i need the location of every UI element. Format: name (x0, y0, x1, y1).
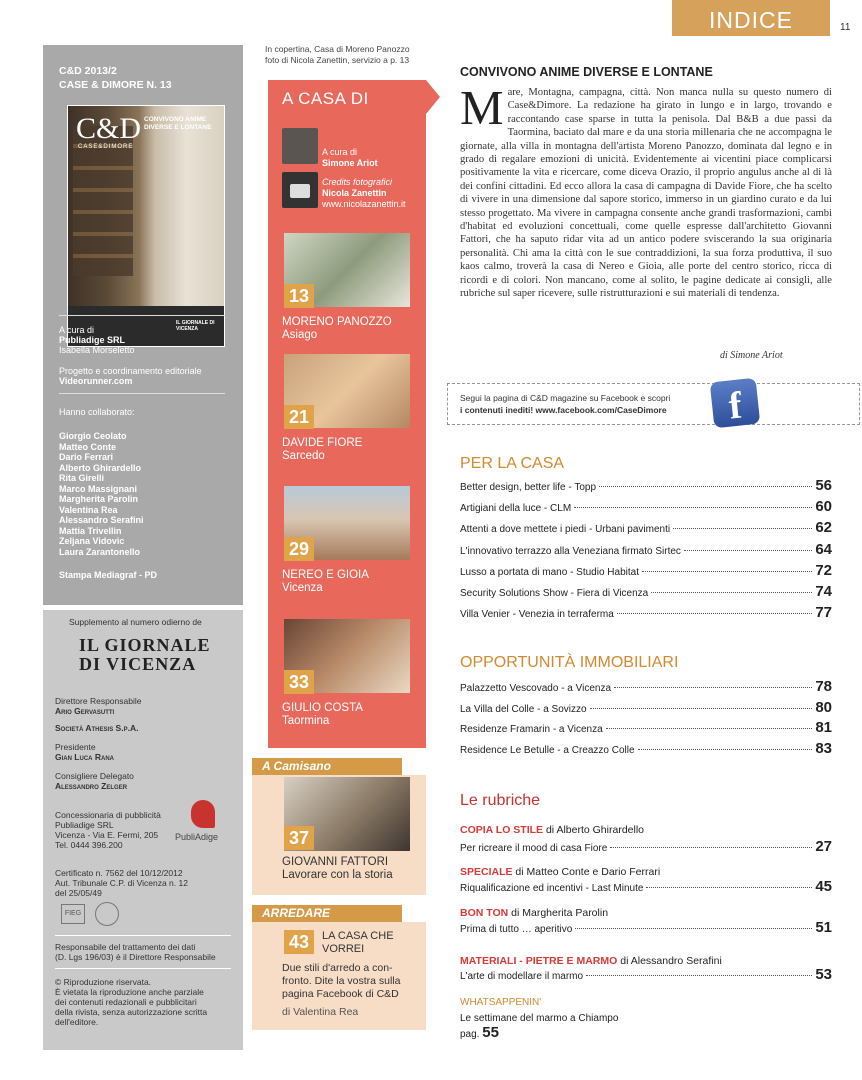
editorial-body: are, Montagna, campagna, città. Non manca nulla su questo numero di Case&Dimore. La redazione ha girato in lungo e in largo, trovando e raccontando case sparse in tutta la penisola. Dal B&B a due passi da Taormina, baciato dal mare e da una storia millenaria che ne accompagna le giornate, alla villa in montagna dell'artista Moreno Panozzo, dominata dal legno e in grado di regalare emozioni di unicità. Evidentemente ai vicentini piace complicarsi positivamente la vita e ricercare, come diceva Orazio, il proprio angulus anche al di là dei confini cittadini. Ed ecco allora la casa di campagna di Davide Fiore, che ha scelto di vivere in una dimensione dal sapore storico, immerso in un giardino curato e da lui stesso progettato. Ma vivere in campagna consente anche grandi trasformazioni, cambi d'habitat ed evoluzioni concettuali, come quelle espresse dall'architetto Giovanni Fattori, che ha saputo ridar vita ad un antico podere sviscerando la sua originaria personalità. Chi ama la città con le sue contraddizioni, la sua forza produttiva, il suo kaos calmo, troverà la casa di Nereo e Gioia, alle porte del centro storico, ricca di ricordi e di colori. Non mancano, come al solito, le pagine dedicate ai consigli, alle rubriche sul saper ricevere, sulle ristrutturazioni e sui materiali di tendenza. (460, 87, 832, 300)
collaborators-list (59, 431, 144, 557)
facebook-link[interactable]: i contenuti inediti! www.facebook.com/CaseDimore (460, 405, 667, 415)
supplemento: Supplemento al numero odierno de (69, 617, 202, 627)
toc-row[interactable]: L'innovativo terrazzo alla Veneziana firmato Sirtec 64 (460, 541, 832, 558)
drop-cap: M (460, 80, 504, 135)
collaborator: Rita Girelli (59, 473, 105, 483)
story-nereo-gioia[interactable]: NEREO E GIOIA Vicenza (282, 569, 369, 594)
rubric-head: SPECIALE di Matteo Conte e Dario Ferrari (460, 866, 661, 878)
arredare-title[interactable]: LA CASA CHE VORREI (322, 930, 394, 955)
responsabile-1: Responsabile del trattamento dei dati (55, 942, 196, 952)
editorial-text (460, 80, 832, 301)
story-fattori[interactable]: GIOVANNI FATTORI Lavorare con la storia (282, 856, 393, 881)
story-number: 13 (284, 284, 314, 308)
story-panozzo[interactable]: MORENO PANOZZO Asiago (282, 316, 392, 341)
toc-row[interactable]: Riqualificazione ed incentivi - Last Minute 45 (460, 878, 832, 895)
collaborator: Giorgio Ceolato (59, 431, 127, 441)
stampa: Stampa Mediagraf - PD (59, 570, 158, 580)
toc-row[interactable]: Residence Le Betulle - a Creazzo Colle 83 (460, 740, 832, 757)
cover-headline: CONVIVONO ANIME DIVERSE E LONTANE (144, 116, 212, 131)
story-number: 21 (284, 405, 314, 429)
cover-caption: In copertina, Casa di Moreno Panozzo foto di Nicola Zanettin, servizio a p. 13 (265, 44, 410, 65)
story-number: 43 (284, 930, 314, 954)
publisher-panel (43, 610, 243, 1050)
toc-row[interactable]: Better design, better life - Topp 56 (460, 477, 832, 494)
toc-row[interactable]: L'arte di modellare il marmo 53 (460, 966, 832, 983)
whatsappenin-page[interactable]: pag. 55 (460, 1024, 499, 1041)
rubric-head: MATERIALI - PIETRE E MARMO di Alessandro Serafini (460, 955, 722, 967)
concessionaria-2: Publiadige SRL (55, 820, 114, 830)
toc-row[interactable]: Palazzetto Vescovado - a Vicenza 78 (460, 678, 832, 695)
ads-seal-icon (95, 902, 119, 926)
toc-row[interactable]: Artigiani della luce - CLM 60 (460, 498, 832, 515)
direttore: Ario Gervasutti (55, 706, 115, 716)
photo-credit: Credits fotografici Nicola Zanettin www.nicolazanettin.it (322, 177, 406, 209)
fieg-logo: FIEG (61, 904, 85, 924)
giornale-title-2: DI VICENZA (79, 654, 197, 674)
rubric-head: BON TON di Margherita Parolin (460, 907, 609, 919)
collaborator: Valentina Rea (59, 504, 118, 515)
toc-row[interactable]: Villa Venier - Venezia in terraferma 77 (460, 604, 832, 621)
presidente-label: Presidente (55, 742, 96, 752)
arredare-header: ARREDARE (252, 905, 402, 922)
collaborator: Marco Massignani (59, 483, 138, 494)
section-title-per-la-casa: PER LA CASA (460, 455, 565, 472)
section-title-a-casa-di: A CASA DI (282, 89, 369, 108)
toc-row[interactable]: La Villa del Colle - a Sovizzo 80 (460, 699, 832, 716)
collaborator: Matteo Conte (59, 441, 116, 452)
editorial-signature: di Simone Ariot (720, 350, 783, 361)
concessionaria-3: Vicenza - Via E. Fermi, 205 (55, 830, 159, 840)
toc-row[interactable]: Lusso a portata di mano - Studio Habitat 72 (460, 562, 832, 579)
editorial-title: CONVIVONO ANIME DIVERSE E LONTANE (460, 65, 713, 79)
whatsappenin-label[interactable]: Le settimane del marmo a Chiampo (460, 1013, 619, 1024)
camera-icon (282, 172, 318, 208)
certificato-1: Certificato n. 7562 del 10/12/2012 (55, 868, 183, 878)
riproduzione-2: È vietata la riproduzione anche parziale (55, 987, 204, 997)
section-title-rubriche: Le rubriche (460, 792, 541, 809)
acura-label: A cura di (59, 325, 95, 335)
collaborator: Dario Ferrari (59, 452, 114, 462)
author-credit: A cura di Simone Ariot (322, 147, 378, 168)
riproduzione-4: della rivista, senza autorizzazione scritta (55, 1007, 208, 1017)
cover-footer: IL GIORNALE DI VICENZA (176, 320, 215, 332)
arredare-text: Due stili d'arredo a con- fronto. Dite la vostra sulla pagina Facebook di C&D (282, 962, 401, 1000)
progetto-label: Progetto e coordinamento editoriale (59, 366, 202, 376)
issue-line-1: C&D 2013/2 (59, 65, 117, 77)
facebook-icon[interactable]: f (710, 378, 761, 429)
giornale-title-1: IL GIORNALE (79, 635, 211, 655)
riproduzione-1: © Riproduzione riservata. (55, 977, 152, 987)
toc-row[interactable]: Security Solutions Show - Fiera di Vicenza 74 (460, 583, 832, 600)
rubric-head-whatsappenin: WHATSAPPENIN' (460, 997, 542, 1008)
acura-company: Publiadige SRL (59, 335, 126, 345)
story-fiore[interactable]: DAVIDE FIORE Sarcedo (282, 437, 363, 462)
consigliere-label: Consigliere Delegato (55, 771, 134, 781)
societa: Società Athesis S.p.A. (55, 723, 139, 733)
cover-brand: CASE&DIMORE (78, 144, 134, 150)
section-title-opportunita: OPPORTUNITÀ IMMOBILIARI (460, 654, 679, 671)
collaborator: Alberto Ghirardello (59, 462, 142, 473)
arrow-right-icon (426, 80, 440, 114)
facebook-text: Segui la pagina di C&D magazine su Facebook e scopri i contenuti inediti! www.facebook.com/CaseDimore (460, 393, 671, 415)
collaborators-label: Hanno collaborato: (59, 407, 135, 417)
collaborator: Laura Zarantonello (59, 546, 141, 557)
riproduzione-3: dei contenuti redazionali e pubblicitari (55, 997, 197, 1007)
toc-row[interactable]: Residenze Framarin - a Vicenza 81 (460, 719, 832, 736)
collaborator: Mattia Trivellin (59, 525, 122, 536)
concessionaria-1: Concessionaria di pubblicità (55, 810, 161, 820)
concessionaria-4: Tel. 0444 396.200 (55, 840, 123, 850)
consigliere: Alessandro Zelger (55, 781, 128, 791)
toc-row[interactable]: Prima di tutto … aperitivo 51 (460, 919, 832, 936)
certificato-2: Aut. Tribunale C.P. di Vicenza n. 12 (55, 878, 188, 888)
story-number: 37 (284, 826, 314, 850)
collaborator: Margherita Parolin (59, 494, 139, 504)
responsabile-2: (D. Lgs 196/03) è il Direttore Responsabile (55, 952, 216, 962)
publiadige-logo: PubliAdige (175, 800, 235, 850)
story-number: 33 (284, 670, 314, 694)
cover-thumbnail[interactable] (67, 105, 225, 347)
progetto-value: Videorunner.com (59, 376, 133, 386)
toc-row[interactable]: Attenti a dove mettete i piedi - Urbani pavimenti 62 (460, 519, 832, 536)
presidente: Gian Luca Rana (55, 752, 114, 762)
toc-row[interactable]: Per ricreare il mood di casa Fiore 27 (460, 838, 832, 855)
cover-logo: C&D (76, 112, 142, 145)
arredare-author: di Valentina Rea (282, 1006, 359, 1018)
collaborator: Alessandro Serafini (59, 515, 144, 525)
section-tab-indice: INDICE (672, 0, 830, 36)
page-number: 11 (840, 22, 851, 33)
rubric-head: COPIA LO STILE di Alberto Ghirardello (460, 824, 645, 836)
credits-panel (43, 45, 243, 605)
camisano-header: A Camisano (252, 758, 402, 775)
story-number: 29 (284, 537, 314, 561)
riproduzione-5: dell'editore. (55, 1017, 99, 1027)
credits-url-link[interactable]: www.nicolazanettin.it (322, 199, 406, 209)
certificato-3: del 25/05/49 (55, 888, 102, 898)
issue-line-2: CASE & DIMORE N. 13 (59, 79, 172, 91)
story-costa[interactable]: GIULIO COSTA Taormina (282, 702, 363, 727)
author-portrait (282, 128, 318, 164)
direttore-label: Direttore Responsabile (55, 696, 142, 706)
collaborator: Zeljana Vidovic (59, 536, 125, 546)
acura-person: Isabella Morseletto (59, 345, 135, 355)
